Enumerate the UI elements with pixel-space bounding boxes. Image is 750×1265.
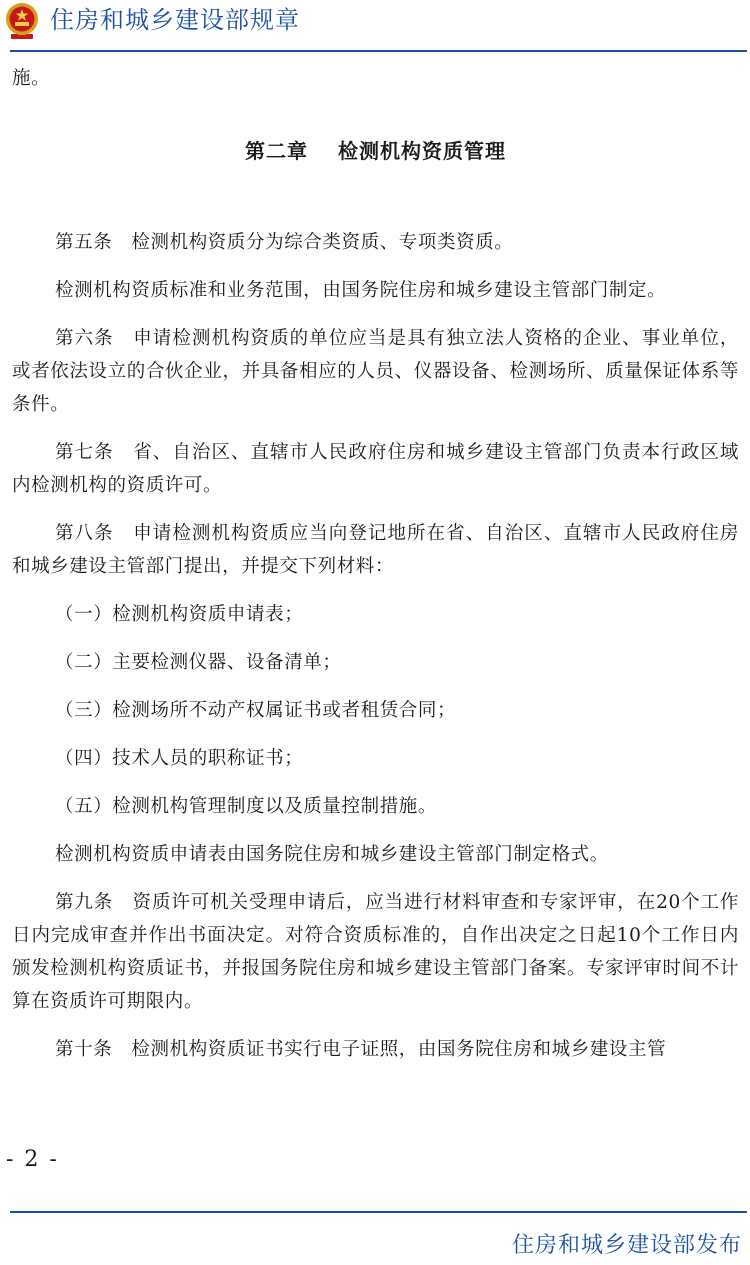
list-item: （四）技术人员的职称证书； (55, 748, 304, 769)
list-item: （二）主要检测仪器、设备清单； (55, 652, 342, 673)
page-header (0, 0, 750, 50)
article-5-scope: 检测机构资质标准和业务范围，由国务院住房和城乡建设主管部门制定。 (55, 280, 667, 301)
national-emblem-icon (3, 1, 41, 41)
article-6: 第六条 申请检测机构资质的单位应当是具有独立法人资格的企业、事业单位，或者依法设立的合伙企业，并具备相应的人员、仪器设备、检测场所、质量保证体系等条件。 (12, 328, 739, 415)
footer-publisher: 住房和城乡建设部发布 (511, 1233, 742, 1258)
chapter-title: 检测机构资质管理 (338, 139, 506, 163)
continuation-text: 施。 (12, 68, 51, 89)
article-8: 第八条 申请检测机构资质应当向登记地所在省、自治区、直辖市人民政府住房和城乡建设主管部门提出，并提交下列材料： (12, 523, 739, 577)
header-title: 住房和城乡建设部规章 (50, 6, 300, 34)
chapter-number: 第二章 (245, 139, 308, 163)
list-item: （三）检测场所不动产权属证书或者租赁合同； (55, 700, 457, 721)
regulation-text (12, 62, 739, 1081)
article-10: 第十条 检测机构资质证书实行电子证照，由国务院住房和城乡建设主管 (55, 1039, 667, 1060)
chapter-heading (12, 135, 739, 168)
article-9: 第九条 资质许可机关受理申请后，应当进行材料审查和专家评审，在20个工作日内完成审查并作出书面决定。对符合资质标准的，自作出决定之日起10个工作日内颁发检测机构资质证书，并报国务院住房和城乡建设主管部门备案。专家评审时间不计算在资质许可期限内。 (12, 892, 739, 1012)
footer-divider (10, 1211, 747, 1213)
page-number: - 2 - (6, 1147, 59, 1172)
list-item: （一）检测机构资质申请表； (55, 604, 304, 625)
header-divider (10, 50, 747, 52)
article-8-format: 检测机构资质申请表由国务院住房和城乡建设主管部门制定格式。 (55, 844, 609, 865)
article-7: 第七条 省、自治区、直辖市人民政府住房和城乡建设主管部门负责本行政区域内检测机构的资质许可。 (12, 442, 739, 496)
article-5: 第五条 检测机构资质分为综合类资质、专项类资质。 (55, 232, 514, 253)
list-item: （五）检测机构管理制度以及质量控制措施。 (55, 796, 438, 817)
